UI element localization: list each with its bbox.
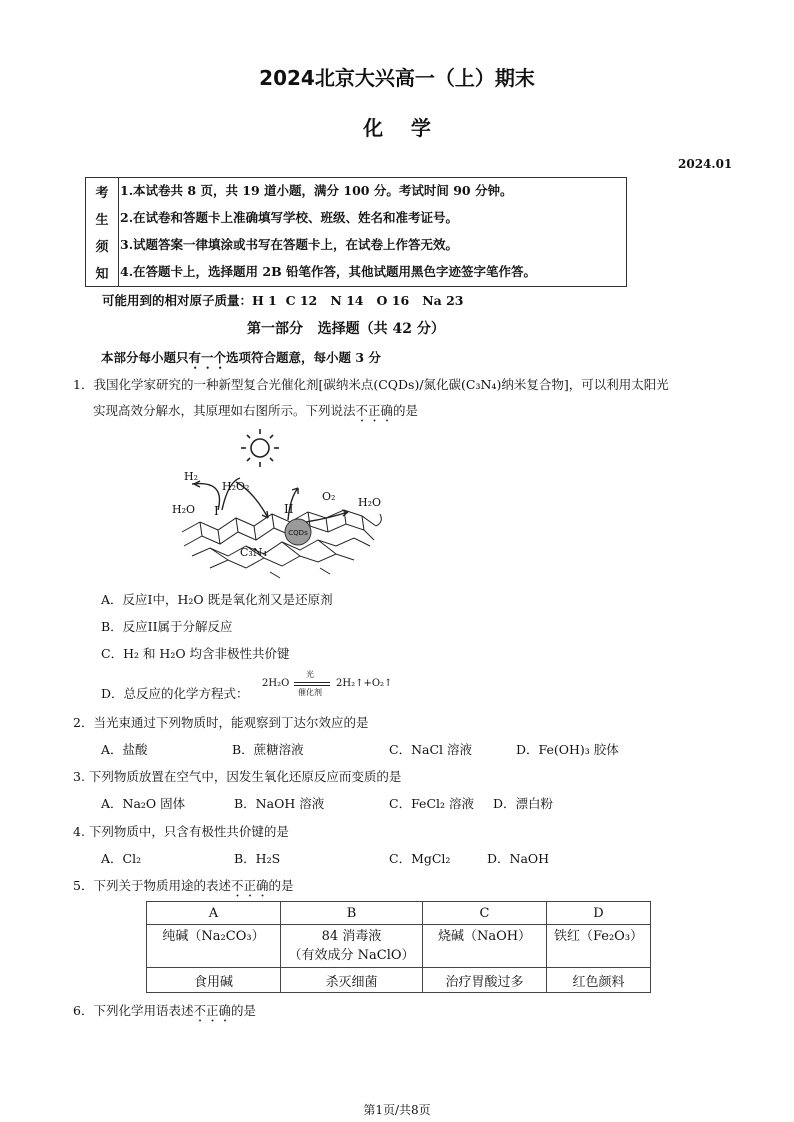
c3n4-sheet: [182, 510, 381, 578]
cell-line: 84 消毒液: [321, 929, 382, 944]
notice-side-label: [86, 178, 119, 286]
instruction-emphasis: 有一个: [188, 350, 227, 365]
q1-text: 实现高效分解水，其原理如右图所示。下列说法: [93, 403, 356, 418]
notice-line: 4.在答题卡上，选择题用 2B 铅笔作答，其他试题用黑色字迹签字笔作答。: [120, 264, 537, 279]
q1-option-d: D．总反应的化学方程式：: [101, 686, 249, 701]
part1-heading: 第一部分 选择题（共 42 分）: [247, 321, 445, 337]
table-row: [147, 968, 651, 993]
table-header: B: [281, 902, 423, 925]
q2-option-a: A．盐酸: [101, 742, 148, 757]
notice-line: 1.本试卷共 8 页，共 19 道小题，满分 100 分。考试时间 90 分钟。: [120, 183, 513, 198]
q5-text: 5．下列关于物质用途的表述: [73, 878, 231, 893]
sun-icon: [241, 429, 279, 467]
table-cell: 纯碱（Na₂CO₃）: [147, 925, 281, 968]
table-header-row: [147, 902, 651, 925]
q1-photocatalyst-figure: [170, 422, 390, 582]
q5-options-table: [146, 901, 651, 993]
q4-option-d: D．NaOH: [487, 851, 550, 866]
notice-char: 知: [95, 267, 109, 282]
q1-option-c: C．H₂ 和 H₂O 均含非极性共价键: [101, 646, 290, 661]
q2-option-d: D．Fe(OH)₃ 胶体: [516, 742, 619, 757]
q3-option-b: B．NaOH 溶液: [234, 796, 325, 811]
q1-emphasis: 不正确: [355, 403, 394, 418]
roman-two-label: II: [284, 502, 294, 516]
q5-emphasis: 不正确: [230, 878, 269, 893]
cqds-label: CQDs: [288, 529, 308, 537]
instruction-text: 选项符合题意，每小题 3 分: [226, 350, 381, 365]
cell-note: （有效成分 NaClO）: [288, 948, 415, 963]
q4-option-a: A．Cl₂: [101, 851, 142, 866]
q3-option-a: A．Na₂O 固体: [101, 796, 186, 811]
q2-stem: 2．当光束通过下列物质时，能观察到丁达尔效应的是: [73, 715, 369, 730]
subject-title: 化 学: [363, 116, 431, 140]
q6-text: 6．下列化学用语表述: [73, 1003, 194, 1018]
q4-stem: 4. 下列物质中，只含有极性共价键的是: [73, 824, 289, 839]
equation-left: 2H₂O: [262, 678, 290, 689]
roman-one-label: I: [214, 504, 219, 518]
q1-text: 的是: [393, 403, 419, 418]
atomic-mass-line: 可能用到的相对原子质量：H 1 C 12 N 14 O 16 Na 23: [102, 293, 464, 308]
table-row: [147, 925, 651, 968]
exam-notice-box: [85, 177, 627, 287]
table-cell: 食用碱: [147, 968, 281, 993]
table-cell: 杀灭细菌: [281, 968, 423, 993]
c3n4-label: C₃N₄: [240, 546, 267, 559]
equation-arrow: [294, 682, 330, 686]
exam-date: 2024.01: [678, 157, 733, 171]
q4-option-b: B．H₂S: [234, 851, 281, 866]
q1-option-b: B．反应II属于分解反应: [101, 619, 233, 634]
equation-condition-bottom: 催化剂: [298, 688, 322, 697]
page-number: 第1页/共8页: [363, 1103, 431, 1117]
notice-line: 2.在试卷和答题卡上准确填写学校、班级、姓名和准考证号。: [120, 210, 459, 225]
table-header: D: [547, 902, 651, 925]
q3-option-c: C．FeCl₂ 溶液: [389, 796, 474, 811]
equation-right: 2H₂↑+O₂↑: [336, 678, 393, 689]
q6-stem: [73, 1001, 256, 1025]
part1-instruction: [101, 348, 381, 372]
notice-char: 生: [95, 213, 109, 228]
notice-char: 须: [95, 240, 109, 255]
table-cell: 铁红（Fe₂O₃）: [547, 925, 651, 968]
q5-text: 的是: [268, 878, 294, 893]
h2o2-label: H₂O₂: [222, 480, 250, 493]
table-cell: 红色颜料: [547, 968, 651, 993]
q3-stem: 3. 下列物质放置在空气中，因发生氧化还原反应而变质的是: [73, 769, 402, 784]
o2-label: O₂: [322, 490, 336, 503]
notice-char: 考: [95, 186, 109, 201]
q6-text: 的是: [230, 1003, 256, 1018]
q3-option-d: D．漂白粉: [493, 796, 554, 811]
table-cell: 烧碱（NaOH）: [423, 925, 547, 968]
table-cell: [281, 925, 423, 968]
page-title: 2024北京大兴高一（上）期末: [259, 66, 535, 90]
table-header: C: [423, 902, 547, 925]
q5-stem: [73, 876, 294, 900]
table-cell: 治疗胃酸过多: [423, 968, 547, 993]
table-header: A: [147, 902, 281, 925]
q2-option-b: B．蔗糖溶液: [232, 742, 304, 757]
h2o-left-label: H₂O: [172, 503, 196, 516]
q1-stem-line1: 1．我国化学家研究的一种新型复合光催化剂[碳纳米点(CQDs)/氮化碳(C₃N₄)纳米复合物]，可以利用太阳光: [73, 377, 669, 392]
q1-option-a: A．反应I中，H₂O 既是氧化剂又是还原剂: [101, 592, 333, 607]
q4-option-c: C．MgCl₂: [389, 851, 451, 866]
h2-label: H₂: [184, 470, 199, 483]
h2o-right-label: H₂O: [358, 496, 382, 509]
q6-emphasis: 不正确: [193, 1003, 231, 1018]
instruction-text: 本部分每小题只: [101, 350, 189, 365]
notice-line: 3.试题答案一律填涂或书写在答题卡上，在试卷上作答无效。: [120, 237, 459, 252]
q2-option-c: C．NaCl 溶液: [389, 742, 472, 757]
equation-condition-top: 光: [306, 670, 314, 679]
